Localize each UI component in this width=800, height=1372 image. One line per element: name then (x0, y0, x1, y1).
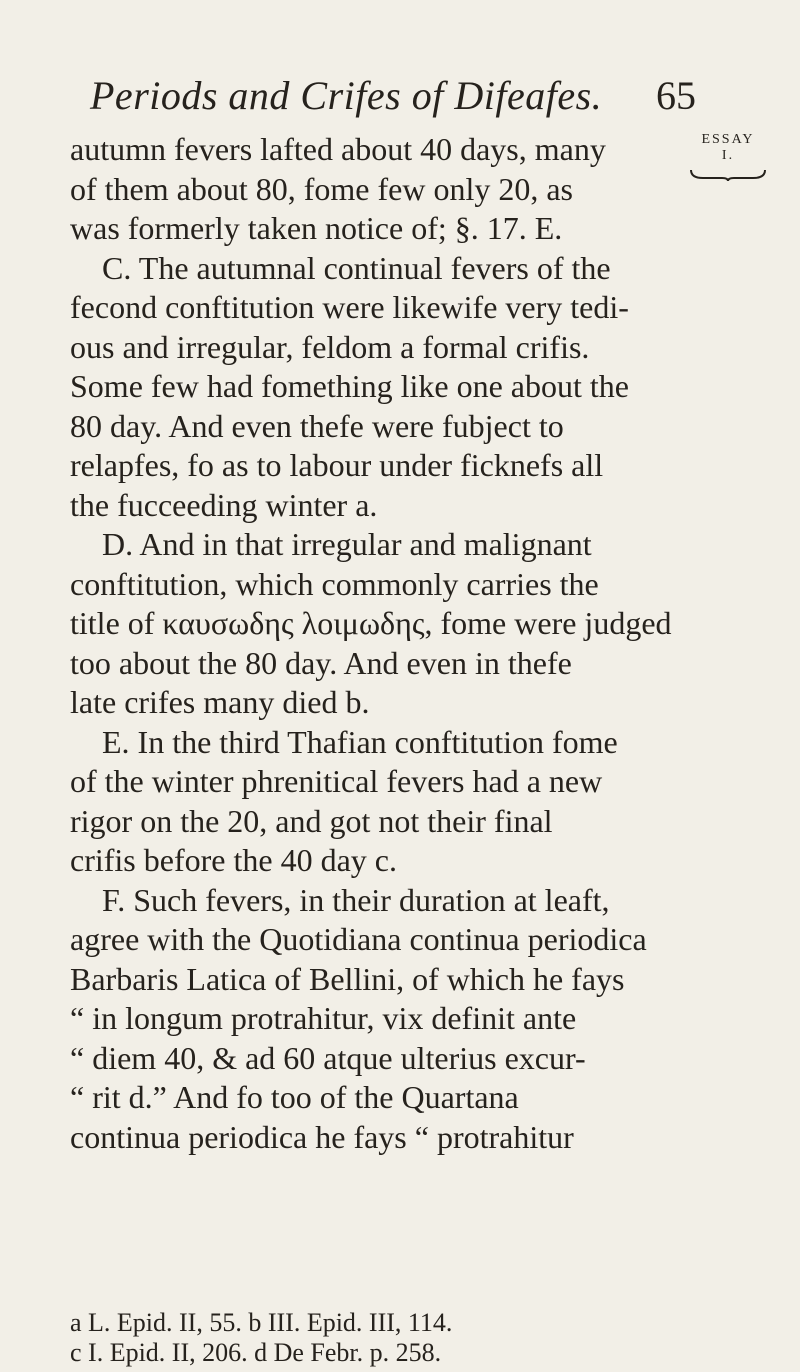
footnote-line: a L. Epid. II, 55. b III. Epid. III, 114. (70, 1308, 453, 1337)
running-title: Periods and Crifes of Difeafes. (90, 73, 603, 118)
paragraph-d-start: D. And in that irregular and malignant (102, 526, 592, 562)
text-line: “ rit d.” And fo too of the Quartana (70, 1079, 519, 1115)
footnote-line: c I. Epid. II, 206. d De Febr. p. 258. (70, 1338, 442, 1367)
text-line: crifis before the 40 day c. (70, 842, 397, 878)
paragraph-c-start: C. The autumnal continual fevers of the (102, 249, 611, 286)
essay-label: ESSAY (701, 132, 755, 147)
text-line: “ diem 40, & ad 60 atque ulterius excur- (70, 1039, 586, 1076)
text-line: ous and irregular, feldom a formal crifis. (70, 328, 590, 365)
text-line: was formerly taken notice of; §. 17. E. (70, 210, 563, 246)
paragraph-f-start: F. Such fevers, in their duration at leaft, (102, 881, 610, 918)
text-line: autumn fevers lafted about 40 days, many (70, 131, 606, 167)
body-text (70, 130, 690, 1157)
text-line: 80 day. And even thefe were fubject to (70, 407, 564, 444)
text-line: title of καυσωδης λοιμωδης, fome were judged (70, 605, 672, 641)
brace-icon (689, 168, 767, 182)
page-header (90, 72, 750, 128)
text-line: fecond conftitution were likewife very tedi- (70, 289, 629, 325)
text-line: late crifes many died b. (70, 684, 370, 720)
page-number: 65 (656, 73, 696, 118)
text-line: too about the 80 day. And even in thefe (70, 644, 572, 681)
text-line: “ in longum protrahitur, vix definit ante (70, 1000, 577, 1036)
text-line: Some few had fomething like one about the (70, 368, 629, 404)
text-line: of them about 80, fome few only 20, as (70, 170, 573, 207)
paragraph-e-start: E. In the third Thafian conftitution fome (102, 723, 618, 760)
text-line: agree with the Quotidiana continua periodica (70, 921, 647, 957)
text-line: continua periodica he fays “ protrahitur (70, 1118, 574, 1155)
text-line: relapfes, fo as to labour under ficknefs all (70, 447, 604, 483)
footnotes (70, 1308, 690, 1368)
text-line: Barbaris Latica of Bellini, of which he fays (70, 960, 625, 997)
text-line: rigor on the 20, and got not their final (70, 802, 553, 839)
text-line: conftitution, which commonly carries the (70, 565, 599, 602)
essay-number: I. (721, 148, 735, 163)
text-line: of the winter phrenitical fevers had a new (70, 763, 603, 799)
margin-essay-note (678, 132, 778, 182)
text-line: the fucceeding winter a. (70, 486, 378, 523)
